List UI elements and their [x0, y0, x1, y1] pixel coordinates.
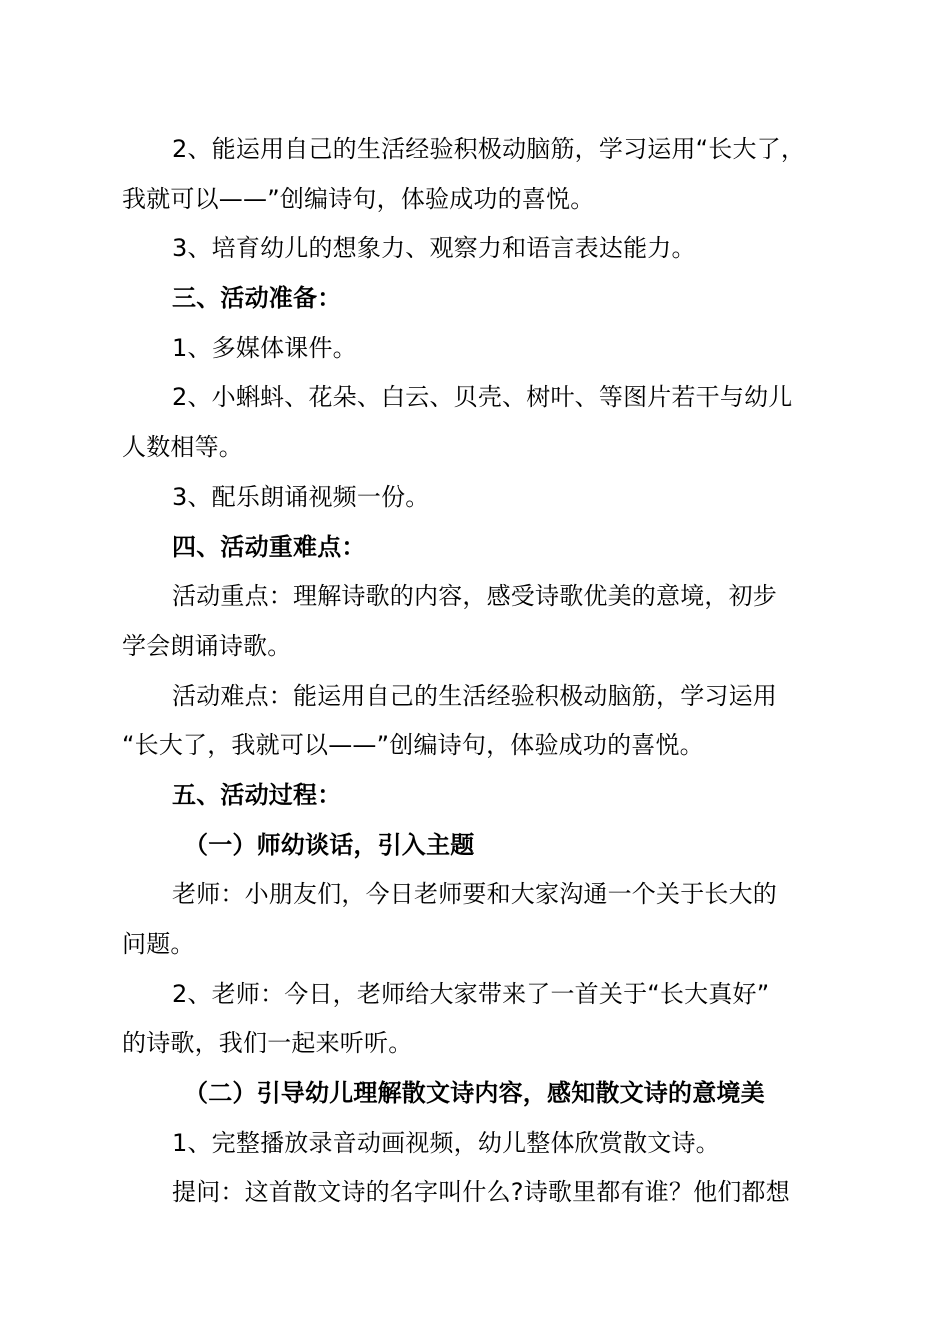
- activity-item-1: 1、完整播放录音动画视频，幼儿整体欣赏散文诗。: [172, 1128, 720, 1157]
- subsection-heading-2: （二）引导幼儿理解散文诗内容，感知散文诗的意境美: [184, 1079, 765, 1108]
- document-body: [122, 125, 837, 1218]
- difficult-point-line-1: 活动难点：能运用自己的生活经验积极动脑筋，学习运用: [172, 681, 777, 710]
- section-heading-key-points: 四、活动重难点：: [172, 532, 366, 561]
- section-heading-process: 五、活动过程：: [172, 780, 342, 809]
- section-heading-preparation: 三、活动准备：: [172, 284, 342, 313]
- preparation-item-1: 1、多媒体课件。: [172, 333, 357, 362]
- preparation-item-2-line-2: 人数相等。: [122, 433, 243, 462]
- difficult-point-line-2: “长大了，我就可以——”创编诗句，体验成功的喜悦。: [122, 731, 704, 760]
- teacher-line-1: 老师：小朋友们，今日老师要和大家沟通一个关于长大的: [172, 880, 777, 909]
- goal-2-line-1: 2、能运用自己的生活经验积极动脑筋，学习运用“长大了，: [172, 135, 806, 163]
- key-point-line-1: 活动重点：理解诗歌的内容，感受诗歌优美的意境，初步: [172, 582, 777, 611]
- key-point-line-2: 学会朗诵诗歌。: [122, 631, 292, 660]
- preparation-item-2-line-1: 2、小蝌蚪、花朵、白云、贝壳、树叶、等图片若干与幼儿: [172, 383, 793, 412]
- question-line: 提问：这首散文诗的名字叫什么?诗歌里都有谁？他们都想: [172, 1178, 790, 1207]
- goal-2-line-2: 我就可以——”创编诗句，体验成功的喜悦。: [122, 184, 595, 213]
- preparation-item-3: 3、配乐朗诵视频一份。: [172, 482, 430, 511]
- teacher-item-2-line-1: 2、老师：今日，老师给大家带来了一首关于“长大真好”: [172, 979, 770, 1008]
- subsection-heading-1: （一）师幼谈话，引入主题: [184, 830, 475, 859]
- goal-3: 3、培育幼儿的想象力、观察力和语言表达能力。: [172, 234, 696, 263]
- teacher-item-2-line-2: 的诗歌，我们一起来听听。: [122, 1029, 413, 1058]
- teacher-line-2: 问题。: [122, 930, 195, 958]
